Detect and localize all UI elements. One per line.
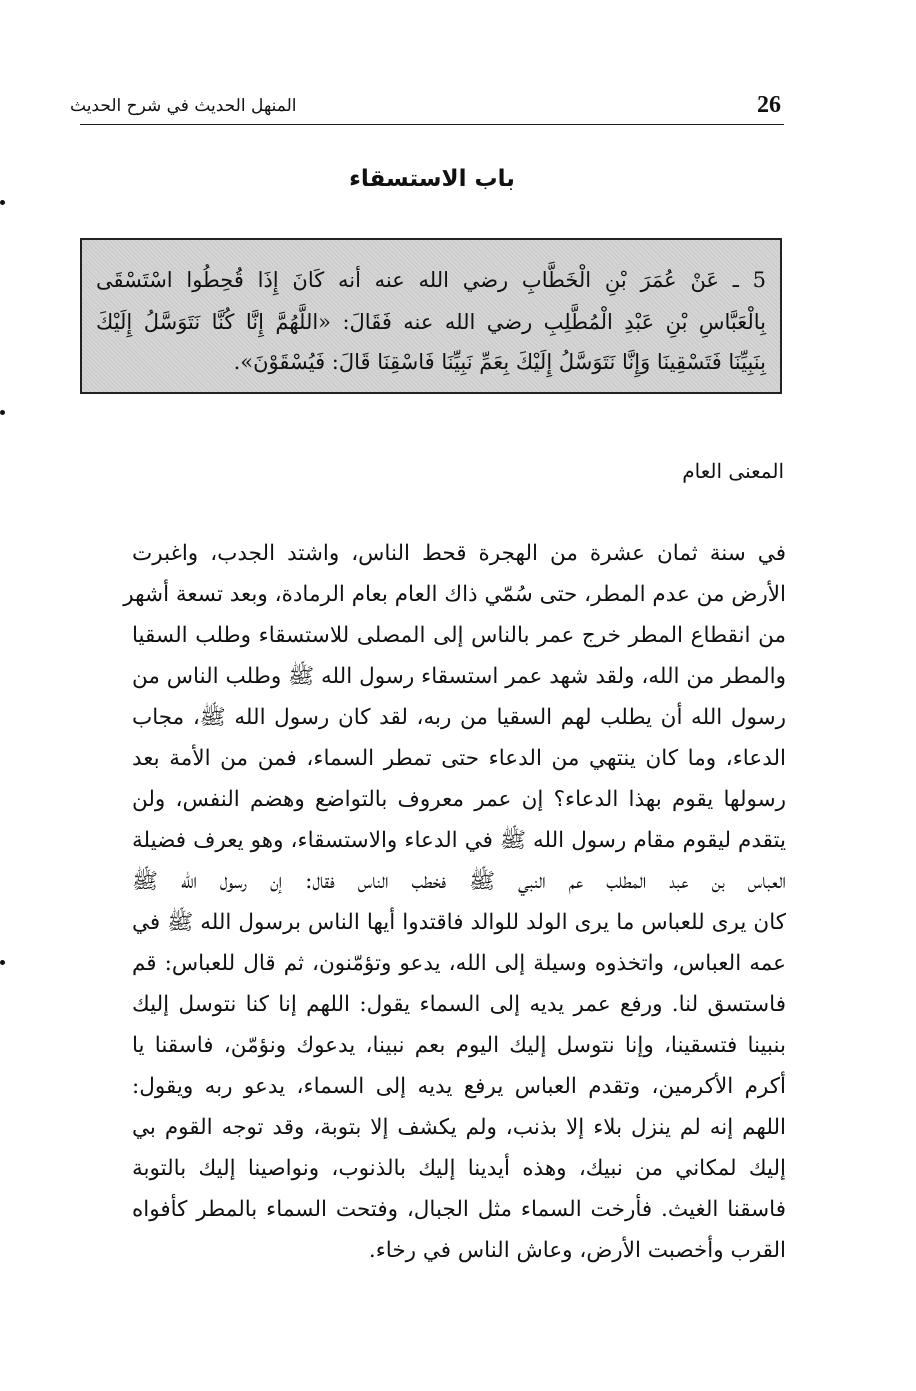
body-line: القرب وأخصبت الأرض، وعاش الناس في رخاء.	[368, 1238, 786, 1263]
margin-mark	[0, 200, 5, 205]
hadith-box	[80, 238, 782, 394]
header-rule	[80, 124, 784, 125]
hadith-line: 5 ـ عَنْ عُمَرَ بْنِ الْخَطَّابِ رضي الله عنه أنه كَانَ إِذَا قُحِطُوا اسْتَسْقَى	[96, 268, 766, 292]
body-line: إليك لمكاني من نبيك، وهذه أيدينا إليك بالذنوب، ونواصينا إليك بالتوبة	[132, 1156, 786, 1181]
body-line: بنبينا فتسقينا، وإنا نتوسل إليك اليوم بعم نبينا، يدعوك ونؤمّن، فاسقنا يا	[132, 1033, 786, 1058]
body-line: من انقطاع المطر خرج عمر بالناس إلى المصلى للاستسقاء وطلب السقيا	[132, 623, 786, 648]
body-line: كان يرى للعباس ما يرى الولد للوالد فاقتدوا أيها الناس برسول الله ﷺ في	[132, 910, 786, 935]
body-line: أكرم الأكرمين، وتقدم العباس يرفع يديه إلى السماء، يدعو ربه ويقول:	[132, 1074, 786, 1099]
running-title: المنهل الحديث في شرح الحديث	[70, 96, 297, 116]
page-number: 26	[757, 92, 781, 118]
hadith-line: بِنَبِيِّنَا فَتَسْقِينَا وَإِنَّا نَتَوَسَّلُ إِلَيْكَ بِعَمِّ نَبِيِّنَا فَاسْقِنَا قَالَ: فَيُسْقَوْنَ».	[233, 350, 766, 374]
body-line: في سنة ثمان عشرة من الهجرة قحط الناس، واشتد الجدب، واغبرت	[132, 541, 786, 566]
body-line: الأرض من عدم المطر، حتى سُمّي ذاك العام بعام الرمادة، وبعد تسعة أشهر	[123, 582, 786, 607]
body-line: اللهم إنه لم ينزل بلاء إلا بذنب، ولم يكشف إلا بتوبة، وقد توجه القوم بي	[132, 1115, 786, 1140]
body-line: فاستسق لنا. ورفع عمر يديه إلى السماء يقول: اللهم إنا كنا نتوسل إليك	[132, 992, 786, 1017]
chapter-title: باب الاستسقاء	[349, 166, 515, 192]
body-line: رسولها يقوم بهذا الدعاء؟ إن عمر معروف بالتواضع وهضم النفس، ولن	[132, 787, 786, 812]
hadith-line: بِالْعَبَّاسِ بْنِ عَبْدِ الْمُطَّلِبِ رضي الله عنه فَقَالَ: «اللَّهُمَّ إِنَّا كُنَّا نَتَوَسَّلُ إِلَيْكَ	[96, 310, 766, 334]
margin-mark	[0, 410, 5, 415]
body-line: الدعاء، وما كان ينتهي من الدعاء حتى تمطر السماء، فمن من الأمة بعد	[132, 746, 786, 771]
body-line: عمه العباس، واتخذوه وسيلة إلى الله، يدعو وتؤمّنون، ثم قال للعباس: قم	[132, 951, 786, 976]
body-line: رسول الله أن يطلب لهم السقيا من ربه، لقد كان رسول الله ﷺ، مجاب	[132, 705, 786, 730]
body-line: يتقدم ليقوم مقام رسول الله ﷺ في الدعاء والاستسقاء، وهو يعرف فضيلة	[132, 828, 786, 853]
body-line: العباس بن عبد المطلب عم النبي ﷺ فخطب الناس فقال: إن رسول الله ﷺ	[132, 869, 786, 894]
body-line: فاسقنا الغيث. فأرخت السماء مثل الجبال، وفتحت السماء بالمطر كأفواه	[132, 1197, 786, 1222]
body-line: والمطر من الله، ولقد شهد عمر استسقاء رسول الله ﷺ وطلب الناس من	[132, 664, 786, 689]
margin-mark	[0, 960, 5, 965]
section-heading: المعنى العام	[682, 459, 784, 483]
